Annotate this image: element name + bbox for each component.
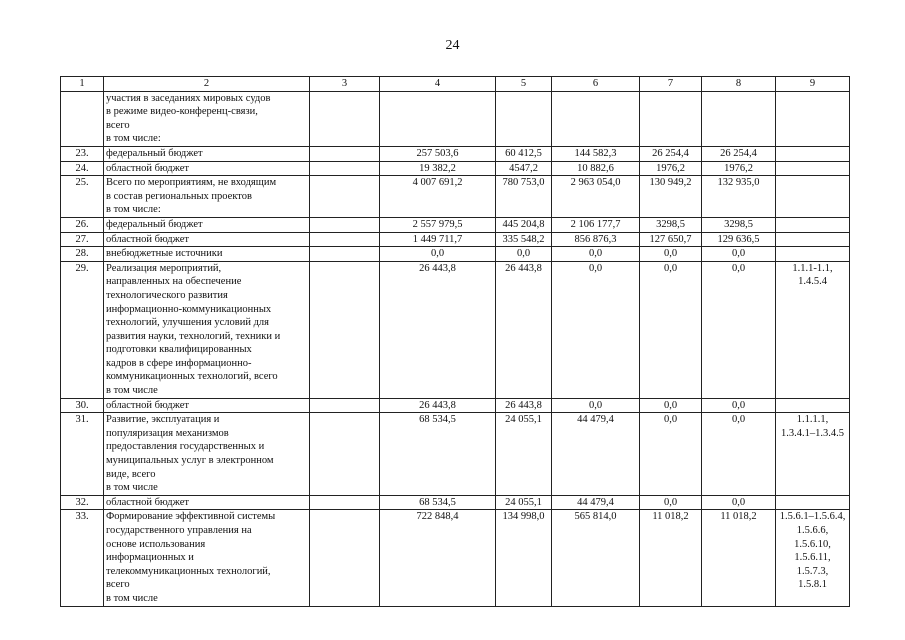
column-6-cell: 0,0 xyxy=(552,247,640,262)
column-8-cell: 0,0 xyxy=(702,413,776,496)
column-8-cell: 26 254,4 xyxy=(702,146,776,161)
column-4-cell: 0,0 xyxy=(380,247,496,262)
item-name-cell: областной бюджет xyxy=(104,495,310,510)
row-number-cell: 28. xyxy=(61,247,104,262)
item-name-cell: Развитие, эксплуатация и популяризация механизмов предоставления государственных и муниципальных услуг в электронном виде, всего в том числе xyxy=(104,413,310,496)
reference-cell xyxy=(776,91,850,146)
column-7-cell: 1976,2 xyxy=(640,161,702,176)
column-6-cell: 2 106 177,7 xyxy=(552,217,640,232)
column-6-cell: 44 479,4 xyxy=(552,413,640,496)
column-8-cell: 129 636,5 xyxy=(702,232,776,247)
column-3-cell xyxy=(310,247,380,262)
column-3-cell xyxy=(310,217,380,232)
column-7-cell: 0,0 xyxy=(640,413,702,496)
column-5-cell: 26 443,8 xyxy=(496,261,552,398)
column-header: 3 xyxy=(310,77,380,92)
item-name-cell: участия в заседаниях мировых судов в режиме видео-конференц-связи, всего в том числе: xyxy=(104,91,310,146)
column-7-cell: 26 254,4 xyxy=(640,146,702,161)
column-5-cell: 134 998,0 xyxy=(496,510,552,606)
table-row xyxy=(61,161,850,176)
column-3-cell xyxy=(310,261,380,398)
budget-table xyxy=(60,76,850,607)
table-row xyxy=(61,232,850,247)
item-name-cell: внебюджетные источники xyxy=(104,247,310,262)
column-8-cell: 0,0 xyxy=(702,261,776,398)
row-number-cell xyxy=(61,91,104,146)
column-4-cell: 1 449 711,7 xyxy=(380,232,496,247)
row-number-cell: 31. xyxy=(61,413,104,496)
row-number-cell: 24. xyxy=(61,161,104,176)
column-5-cell: 4547,2 xyxy=(496,161,552,176)
row-number-cell: 23. xyxy=(61,146,104,161)
item-name-cell: областной бюджет xyxy=(104,161,310,176)
page-number: 24 xyxy=(445,38,460,53)
column-3-cell xyxy=(310,146,380,161)
column-8-cell: 11 018,2 xyxy=(702,510,776,606)
row-number-cell: 26. xyxy=(61,217,104,232)
reference-cell xyxy=(776,217,850,232)
table-row xyxy=(61,495,850,510)
reference-cell xyxy=(776,247,850,262)
reference-cell: 1.1.1-1.1, 1.4.5.4 xyxy=(776,261,850,398)
column-7-cell: 3298,5 xyxy=(640,217,702,232)
column-5-cell: 445 204,8 xyxy=(496,217,552,232)
column-8-cell: 0,0 xyxy=(702,398,776,413)
column-6-cell: 565 814,0 xyxy=(552,510,640,606)
column-5-cell: 26 443,8 xyxy=(496,398,552,413)
item-name-cell: областной бюджет xyxy=(104,398,310,413)
row-number-cell: 30. xyxy=(61,398,104,413)
reference-cell xyxy=(776,398,850,413)
column-8-cell: 1976,2 xyxy=(702,161,776,176)
column-6-cell: 10 882,6 xyxy=(552,161,640,176)
column-4-cell xyxy=(380,91,496,146)
column-8-cell: 132 935,0 xyxy=(702,176,776,218)
column-3-cell xyxy=(310,176,380,218)
column-7-cell: 127 650,7 xyxy=(640,232,702,247)
table-row xyxy=(61,261,850,398)
column-5-cell xyxy=(496,91,552,146)
column-7-cell xyxy=(640,91,702,146)
column-7-cell: 11 018,2 xyxy=(640,510,702,606)
table-body xyxy=(61,77,850,607)
reference-cell: 1.5.6.1–1.5.6.4, 1.5.6.6, 1.5.6.10, 1.5.6.11, 1.5.7.3, 1.5.8.1 xyxy=(776,510,850,606)
reference-cell: 1.1.1.1, 1.3.4.1–1.3.4.5 xyxy=(776,413,850,496)
column-6-cell: 2 963 054,0 xyxy=(552,176,640,218)
table-row xyxy=(61,247,850,262)
column-7-cell: 0,0 xyxy=(640,398,702,413)
column-3-cell xyxy=(310,510,380,606)
item-name-cell: федеральный бюджет xyxy=(104,217,310,232)
row-number-cell: 27. xyxy=(61,232,104,247)
column-header: 2 xyxy=(104,77,310,92)
column-5-cell: 335 548,2 xyxy=(496,232,552,247)
item-name-cell: федеральный бюджет xyxy=(104,146,310,161)
column-header: 5 xyxy=(496,77,552,92)
column-3-cell xyxy=(310,495,380,510)
reference-cell xyxy=(776,495,850,510)
column-header: 1 xyxy=(61,77,104,92)
column-6-cell: 856 876,3 xyxy=(552,232,640,247)
column-8-cell: 0,0 xyxy=(702,247,776,262)
column-header: 8 xyxy=(702,77,776,92)
column-5-cell: 780 753,0 xyxy=(496,176,552,218)
column-5-cell: 24 055,1 xyxy=(496,413,552,496)
column-3-cell xyxy=(310,398,380,413)
column-4-cell: 68 534,5 xyxy=(380,495,496,510)
column-4-cell: 19 382,2 xyxy=(380,161,496,176)
reference-cell xyxy=(776,232,850,247)
column-7-cell: 130 949,2 xyxy=(640,176,702,218)
column-6-cell xyxy=(552,91,640,146)
reference-cell xyxy=(776,161,850,176)
item-name-cell: Реализация мероприятий, направленных на обеспечение технологического развития информационно-коммуникационных технологий, улучшения условий для развития науки, технологий, техники и подготовки квалифицированных кадров в сфере информационно- коммуникационных технологий, всего в том числе xyxy=(104,261,310,398)
table-row xyxy=(61,91,850,146)
column-6-cell: 0,0 xyxy=(552,261,640,398)
row-number-cell: 33. xyxy=(61,510,104,606)
column-4-cell: 26 443,8 xyxy=(380,261,496,398)
table-row xyxy=(61,176,850,218)
column-header: 6 xyxy=(552,77,640,92)
column-4-cell: 68 534,5 xyxy=(380,413,496,496)
row-number-cell: 32. xyxy=(61,495,104,510)
column-6-cell: 44 479,4 xyxy=(552,495,640,510)
column-7-cell: 0,0 xyxy=(640,495,702,510)
column-header: 9 xyxy=(776,77,850,92)
reference-cell xyxy=(776,176,850,218)
item-name-cell: Формирование эффективной системы государственного управления на основе использования информационных и телекоммуникационных технологий, всего в том числе xyxy=(104,510,310,606)
row-number-cell: 29. xyxy=(61,261,104,398)
column-3-cell xyxy=(310,91,380,146)
item-name-cell: Всего по мероприятиям, не входящим в состав региональных проектов в том числе: xyxy=(104,176,310,218)
column-4-cell: 4 007 691,2 xyxy=(380,176,496,218)
header-row xyxy=(61,77,850,92)
column-5-cell: 24 055,1 xyxy=(496,495,552,510)
column-5-cell: 0,0 xyxy=(496,247,552,262)
column-7-cell: 0,0 xyxy=(640,261,702,398)
column-5-cell: 60 412,5 xyxy=(496,146,552,161)
column-8-cell: 3298,5 xyxy=(702,217,776,232)
column-header: 4 xyxy=(380,77,496,92)
reference-cell xyxy=(776,146,850,161)
column-7-cell: 0,0 xyxy=(640,247,702,262)
table-row xyxy=(61,398,850,413)
column-4-cell: 257 503,6 xyxy=(380,146,496,161)
item-name-cell: областной бюджет xyxy=(104,232,310,247)
column-header: 7 xyxy=(640,77,702,92)
column-6-cell: 144 582,3 xyxy=(552,146,640,161)
column-3-cell xyxy=(310,161,380,176)
column-4-cell: 26 443,8 xyxy=(380,398,496,413)
column-4-cell: 2 557 979,5 xyxy=(380,217,496,232)
column-8-cell: 0,0 xyxy=(702,495,776,510)
row-number-cell: 25. xyxy=(61,176,104,218)
table-row xyxy=(61,146,850,161)
column-3-cell xyxy=(310,413,380,496)
column-6-cell: 0,0 xyxy=(552,398,640,413)
column-3-cell xyxy=(310,232,380,247)
column-8-cell xyxy=(702,91,776,146)
table-row xyxy=(61,217,850,232)
table-row xyxy=(61,413,850,496)
column-4-cell: 722 848,4 xyxy=(380,510,496,606)
table-row xyxy=(61,510,850,606)
